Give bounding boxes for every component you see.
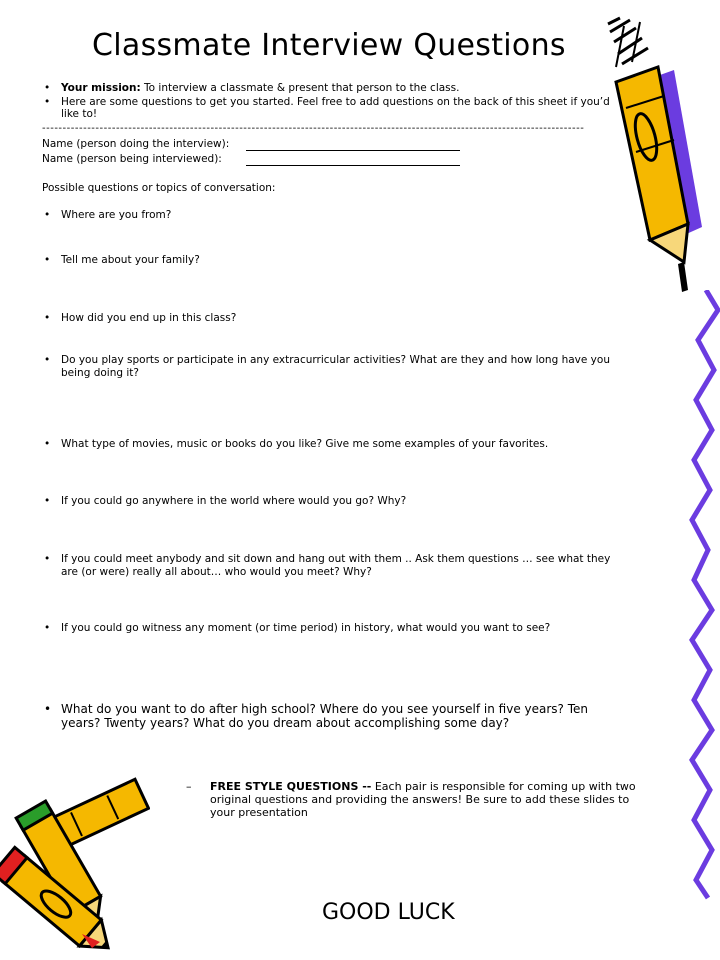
question-item: • What type of movies, music or books do you like? Give me some examples of your favorites.: [42, 438, 627, 451]
good-luck-text: GOOD LUCK: [322, 900, 455, 925]
question-item: • If you could go witness any moment (or time period) in history, what would you want to see?: [42, 622, 627, 635]
question-item: • Where are you from?: [42, 209, 627, 222]
mission-bullet: [42, 82, 622, 95]
interviewer-label: Name (person doing the interview):: [42, 138, 230, 150]
interviewer-name-field[interactable]: [246, 150, 460, 151]
page-title: Classmate Interview Questions: [92, 28, 566, 63]
interviewee-name-field[interactable]: [246, 165, 460, 166]
question-item: • Tell me about your family?: [42, 254, 627, 267]
zigzag-border-icon: [684, 290, 720, 900]
mission-text: To interview a classmate & present that person to the class.: [140, 82, 460, 94]
question-item: • Do you play sports or participate in any extracurricular activities? What are they and how long have you being doing it?: [42, 354, 627, 379]
question-item: • If you could go anywhere in the world where would you go? Why?: [42, 495, 627, 508]
question-item: • How did you end up in this class?: [42, 312, 627, 325]
pencil-top-right-icon: [596, 12, 706, 297]
instructions-bullet: [42, 96, 622, 121]
instructions-text: Here are some questions to get you started. Feel free to add questions on the back of this sheet if you’d like to!: [61, 95, 610, 120]
separator: ------------------------------------------------------------------------------------------------------------------------------------: [42, 123, 585, 134]
freestyle-label: FREE STYLE QUESTIONS --: [210, 780, 372, 793]
pencils-bottom-left-icon: [0, 772, 150, 952]
possible-questions-label: Possible questions or topics of conversation:: [42, 182, 276, 194]
interviewee-label: Name (person being interviewed):: [42, 153, 222, 165]
freestyle-note: [186, 780, 640, 819]
question-item: • If you could meet anybody and sit down and hang out with them .. Ask them questions … see what they are (or were) really all about… who would you meet? Why?: [42, 553, 627, 578]
intro-list: [42, 82, 622, 122]
mission-label: Your mission:: [61, 82, 141, 94]
question-item: • What do you want to do after high school? Where do you see yourself in five years? Ten years? Twenty years? What do you dream about accomplishing some day?: [42, 702, 627, 730]
freestyle-text: Each pair is responsible for coming up with two original questions and providing the answers! Be sure to add these slides to your presentation: [210, 780, 636, 819]
